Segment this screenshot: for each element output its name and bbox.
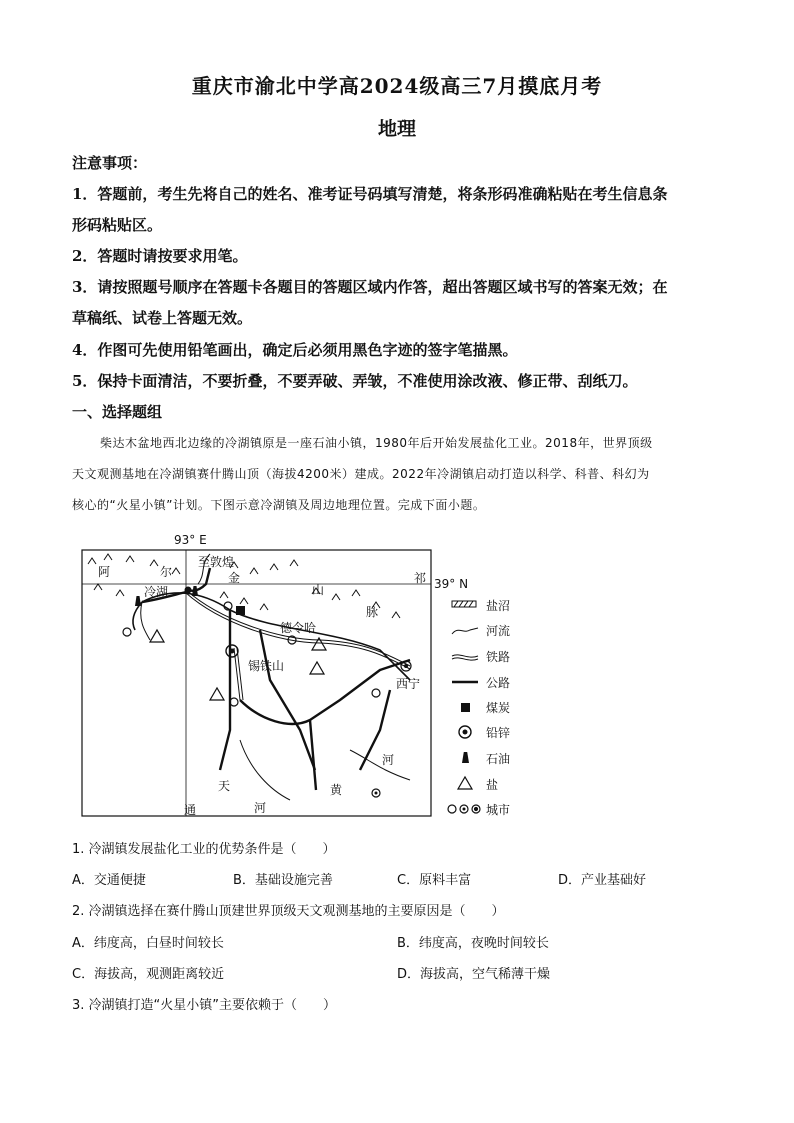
question-option: A．交通便捷 [72, 873, 146, 888]
legend-railway-icon [452, 655, 478, 660]
terrain-label: 河 [254, 801, 267, 815]
legend-salt-icon [458, 777, 472, 789]
location-map [80, 530, 530, 822]
note-line: 1．答题前，考生先将自己的姓名、准考证号码填写清楚，将条形码准确粘贴在考生信息条 [72, 185, 668, 203]
legend-label: 铅锌 [486, 726, 511, 740]
legend-river-icon [452, 628, 478, 634]
terrain-label: 黄 [330, 783, 343, 797]
legend-label: 盐 [486, 778, 499, 792]
intro-line: 核心的“火星小镇”计划。下图示意冷湖镇及周边地理位置。完成下面小题。 [72, 498, 486, 512]
question-option: D．海拔高，空气稀薄干燥 [397, 967, 551, 982]
terrain-label: 金 [228, 571, 241, 585]
question-option: B．纬度高，夜晚时间较长 [397, 936, 549, 951]
oil-icon [135, 596, 141, 606]
legend-label: 石油 [486, 752, 511, 766]
lon-label: 93° E [174, 533, 207, 547]
question-option: B．基础设施完善 [233, 873, 333, 888]
legend-label: 城市 [486, 803, 511, 817]
terrain-label: 通 [184, 803, 197, 817]
exam-title: 重庆市渝北中学高2024级高三7月摸底月考 [191, 74, 603, 98]
city-icon-dot [375, 792, 378, 795]
label-delingha: 德令哈 [280, 621, 317, 635]
city-icon-lenghu [185, 587, 192, 594]
question-stem: 2. 冷湖镇选择在赛什腾山顶建世界顶级天文观测基地的主要原因是（ ） [72, 904, 505, 919]
terrain-label: 天 [218, 779, 231, 793]
section-heading: 一、选择题组 [72, 403, 163, 421]
question-stem: 3. 冷湖镇打造“火星小镇”主要依赖于（ ） [72, 998, 337, 1013]
question-option: C．原料丰富 [397, 873, 472, 888]
legend-coal-icon [461, 703, 470, 712]
question-option: A．纬度高，白昼时间较长 [72, 936, 224, 951]
note-line: 5．保持卡面清洁，不要折叠，不要弄破、弄皱，不准使用涂改液、修正带、刮纸刀。 [72, 372, 638, 390]
terrain-label: 河 [382, 753, 395, 767]
map-frame [82, 550, 431, 816]
label-xining: 西宁 [396, 677, 421, 691]
city-icon-xining-dot [404, 664, 408, 668]
note-line: 形码粘贴区。 [72, 216, 163, 234]
label-lenghu: 冷湖 [144, 585, 169, 599]
note-line: 4．作图可先使用铅笔画出，确定后必须用黑色字迹的签字笔描黑。 [72, 341, 518, 359]
terrain-label: 尔 [160, 565, 173, 579]
oil-icon [192, 586, 198, 596]
question-stem: 1. 冷湖镇发展盐化工业的优势条件是（ ） [72, 842, 336, 857]
city-icon [372, 689, 380, 697]
question-option: C．海拔高，观测距离较近 [72, 967, 225, 982]
salt-icon [210, 688, 224, 700]
road-lines [142, 568, 410, 790]
subject-title: 地理 [377, 118, 416, 140]
label-xitieshan: 锡铁山 [248, 659, 285, 673]
terrain-label: 山 [312, 583, 325, 597]
legend-label: 公路 [486, 676, 511, 690]
map-legend [448, 598, 510, 817]
legend-salt-marsh-icon [452, 601, 476, 607]
legend-lead-zinc-icon-center [463, 730, 468, 735]
note-line: 2．答题时请按要求用笔。 [72, 247, 248, 265]
intro-line: 天文观测基地在冷湖镇赛什腾山顶（海拔4200米）建成。2022年冷湖镇启动打造以科学、科普、科幻为 [72, 467, 650, 481]
intro-line: 柴达木盆地西北边缘的冷湖镇原是一座石油小镇，1980年后开始发展盐化工业。2018年，世界顶级 [100, 436, 653, 450]
terrain-label: 脉 [366, 605, 379, 619]
salt-icon [310, 662, 324, 674]
legend-city-icon [448, 805, 480, 813]
lat-label: 39° N [434, 577, 469, 591]
legend-label: 河流 [486, 624, 511, 638]
terrain-label: 祁 [414, 571, 427, 585]
question-option: D．产业基础好 [558, 873, 647, 888]
notes-heading: 注意事项： [72, 154, 148, 172]
label-dunhuang: 至敦煌 [198, 555, 235, 569]
note-line: 草稿纸、试卷上答题无效。 [72, 309, 253, 327]
legend-label: 铁路 [486, 650, 511, 664]
city-icon [123, 628, 131, 636]
legend-label: 煤炭 [486, 701, 511, 715]
legend-label: 盐沼 [486, 599, 511, 613]
note-line: 3．请按照题号顺序在答题卡各题目的答题区域内作答，超出答题区域书写的答案无效；在 [72, 278, 668, 296]
legend-oil-icon [462, 752, 469, 763]
salt-icon [150, 630, 164, 642]
terrain-label: 阿 [98, 565, 111, 579]
coal-icon [236, 606, 245, 615]
lead-zinc-icon-center [230, 649, 235, 654]
